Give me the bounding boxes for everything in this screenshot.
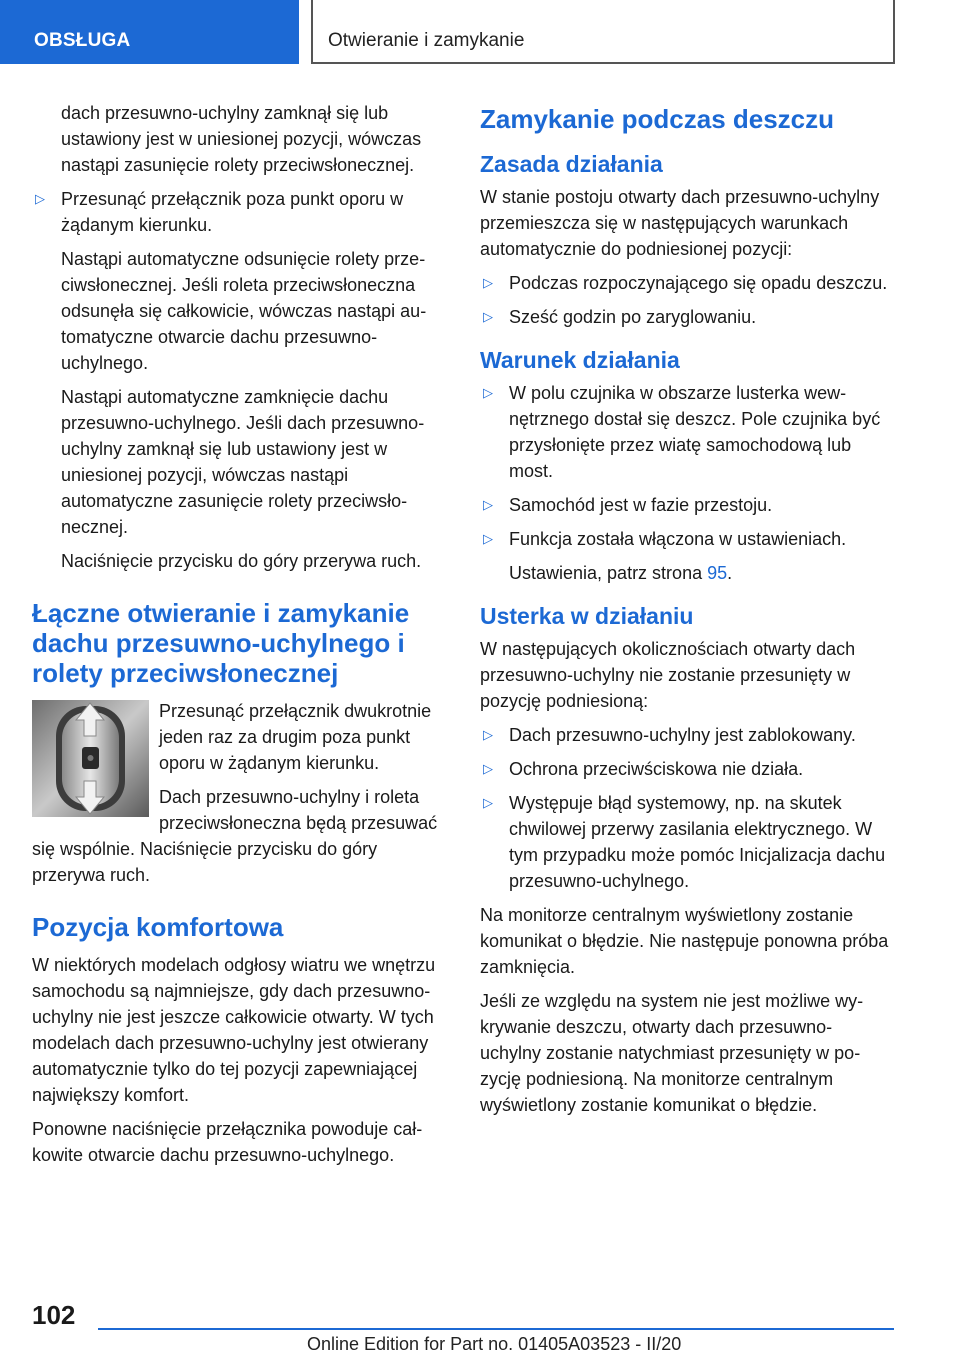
list-item	[480, 722, 892, 748]
triangle-bullet-icon: ▷	[483, 275, 493, 290]
switch-illustration	[32, 700, 149, 817]
subsection-heading: Usterka w działaniu	[480, 603, 694, 629]
subsection-heading: Zasada działania	[480, 151, 663, 177]
settings-reference-end: .	[727, 563, 733, 583]
list-item-text: W polu czujnika w obszarze lusterka wewnętrznego dostał się deszcz. Pole czujnika być przysłonięte przez wiatę samochodową lub most.	[509, 383, 881, 481]
list-item-text: Występuje błąd systemowy, np. na skutek chwilowej przerwy zasilania elektrycznego. W tym przypadku może pomóc Inicjalizacja dachu przesuwno-uchylnego.	[509, 793, 886, 891]
chapter-title: Otwieranie i zamykanie	[311, 0, 895, 64]
body-paragraph: W stanie postoju otwarty dach przesuwno-uchylny przemieszcza się w następujących warunkach automatycznie do podniesionej pozycji:	[480, 187, 880, 259]
list-item-text: Przesunąć przełącznik poza punkt oporu w żądanym kierunku.	[61, 189, 404, 235]
list-item	[480, 304, 892, 330]
list-item-text: Samochód jest w fazie przestoju.	[509, 495, 773, 515]
list-item	[480, 526, 892, 552]
list-item	[32, 186, 448, 238]
section-heading: Pozycja komfortowa	[32, 912, 284, 942]
list-item	[480, 492, 892, 518]
left-column	[32, 100, 448, 1176]
body-paragraph: W niektórych modelach odgłosy wiatru we wnętrzu samochodu są najmniejsze, gdy dach przesuwno-uchylny nie jest jeszcze całkowicie otwarty. W tych modelach dach przesuwno-uchylny jest otwierany automatycznie tylko do tej pozycji zapewniającej największy komfort.	[32, 955, 436, 1105]
subsection-heading: Warunek działania	[480, 347, 680, 373]
page-link[interactable]: 95	[707, 563, 728, 583]
list-item	[480, 380, 892, 484]
triangle-bullet-icon: ▷	[483, 727, 493, 742]
continued-paragraph: dach przesuwno-uchylny zamknął się lub ustawiony jest w uniesionej pozycji, wówczas nastąpi zasunięcie rolety przeciwsłonecznej.	[61, 103, 422, 175]
list-item-detail: Nastąpi automatyczne zamknięcie dachu przesuwno-uchylnego. Jeśli dach przesuwno-uchylny zamknął się lub ustawiony jest w uniesionej pozycji, wówczas nastąpi automatyczne zasunięcie rolety przeciwsłonecznej.	[61, 387, 425, 537]
section-heading: Zamykanie podczas deszczu	[480, 104, 835, 134]
list-item-detail: Naciśnięcie przycisku do góry przerywa ruch.	[61, 551, 422, 571]
settings-reference	[509, 560, 892, 586]
list-item-text: Dach przesuwno-uchylny jest zablokowany.	[509, 725, 856, 745]
right-column	[480, 100, 892, 1126]
list-item	[480, 790, 892, 894]
page-number: 102	[32, 1300, 76, 1330]
body-paragraph: Jeśli ze względu na system nie jest możliwe wykrywanie deszczu, otwarty dach przesuwno-uchylny zostanie natychmiast przesunięty w pozycję podniesioną. Na monitorze centralnym wyświetlony zostanie komunikat o błędzie.	[480, 991, 864, 1115]
triangle-bullet-icon: ▷	[483, 497, 493, 512]
list-item	[480, 270, 892, 296]
illustration-paragraph: Przesunąć przełącznik dwukrotnie jeden raz za drugim poza punkt oporu w żądanym kierunku.	[159, 701, 432, 773]
list-item	[480, 756, 892, 782]
settings-reference-text: Ustawienia, patrz strona	[509, 563, 708, 583]
triangle-bullet-icon: ▷	[483, 795, 493, 810]
section-tab: OBSŁUGA	[0, 0, 299, 64]
triangle-bullet-icon: ▷	[483, 531, 493, 546]
triangle-bullet-icon: ▷	[483, 761, 493, 776]
footer-divider	[98, 1328, 894, 1330]
section-heading: Łączne otwieranie i zamykanie dachu przesuwno-uchylnego i rolety przeciwsłonecznej	[32, 598, 410, 688]
body-paragraph: Ponowne naciśnięcie przełącznika powoduje całkowite otwarcie dachu przesuwno-uchylnego.	[32, 1119, 423, 1165]
body-paragraph: Na monitorze centralnym wyświetlony zostanie komunikat o błędzie. Nie następuje ponowna próba zamknięcia.	[480, 905, 889, 977]
list-item-text: Podczas rozpoczynającego się opadu deszczu.	[509, 273, 888, 293]
list-item-text: Ochrona przeciwściskowa nie działa.	[509, 759, 804, 779]
edition-footer: Online Edition for Part no. 01405A03523 - II/20	[307, 1334, 682, 1354]
roof-switch-image	[32, 700, 149, 817]
triangle-bullet-icon: ▷	[483, 385, 493, 400]
triangle-bullet-icon: ▷	[35, 191, 45, 206]
list-item-text: Funkcja została włączona w ustawieniach.	[509, 529, 847, 549]
triangle-bullet-icon: ▷	[483, 309, 493, 324]
list-item-detail: Nastąpi automatyczne odsunięcie rolety przeciwsłonecznej. Jeśli roleta przeciwsłoneczna odsunęła się całkowicie, wówczas nastąpi automatyczne otwarcie dachu przesuwno-uchylnego.	[61, 249, 427, 373]
body-paragraph: W następujących okolicznościach otwarty dach przesuwno-uchylny nie zostanie przesunięty w pozycję podniesioną:	[480, 639, 856, 711]
illustration-paragraph: Dach przesuwno-uchylny i roleta przeciwsłoneczna będą przesuwać się wspólnie. Naciśnięcie przycisku do góry przerywa ruch.	[32, 787, 438, 885]
list-item-text: Sześć godzin po zaryglowaniu.	[509, 307, 757, 327]
